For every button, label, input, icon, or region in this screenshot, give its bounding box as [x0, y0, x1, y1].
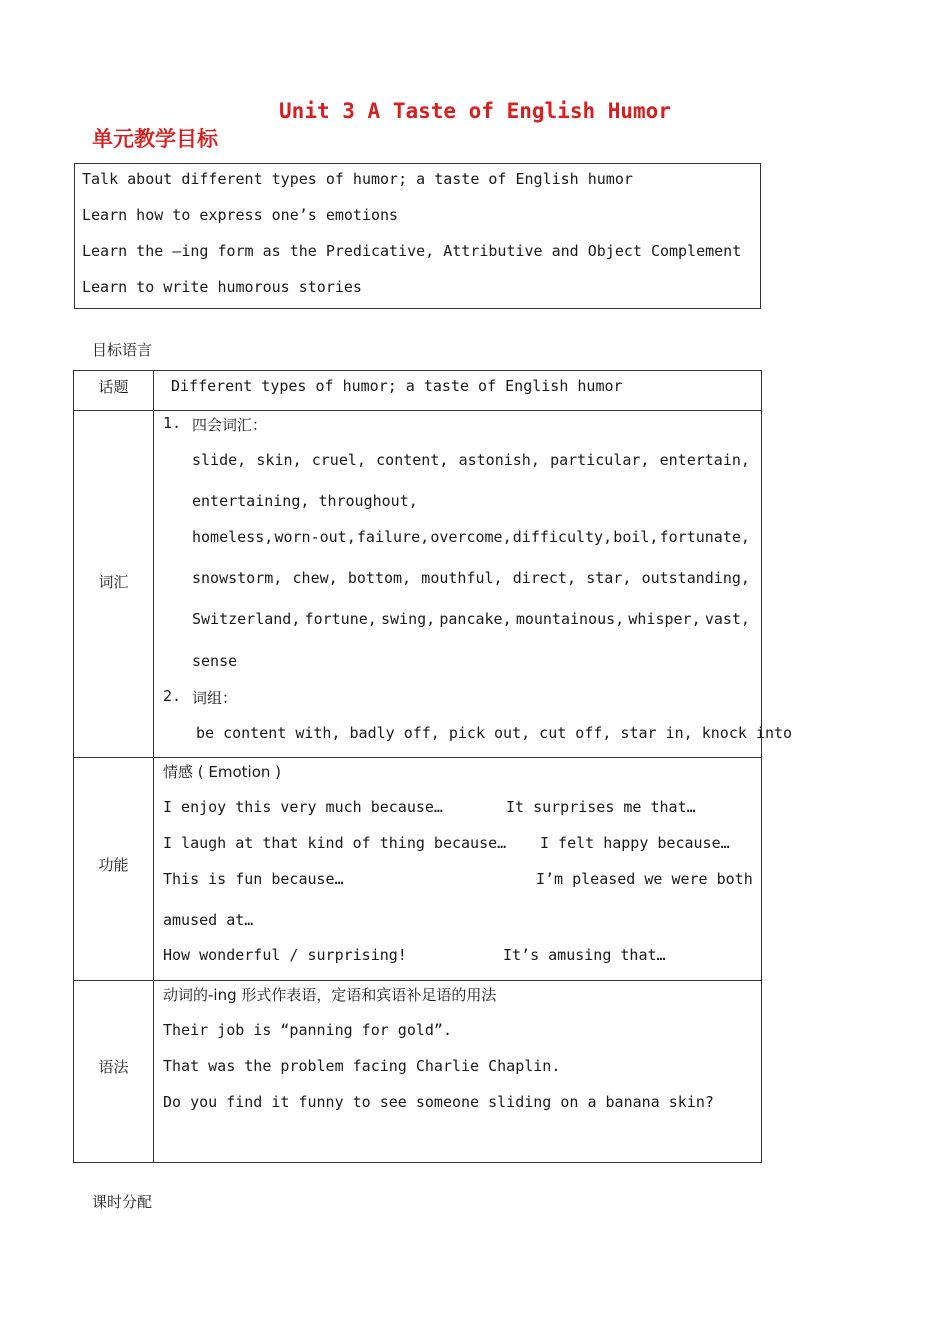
- vocab-word: mountainous,: [515, 610, 625, 628]
- vocab-word: overcome,: [430, 528, 512, 546]
- function-phrase: It’s amusing that…: [503, 946, 666, 964]
- topic-text: Different types of humor; a taste of English humor: [171, 377, 623, 395]
- vocab-word: cruel,: [311, 451, 366, 469]
- vocab-word: skin,: [256, 451, 302, 469]
- vocab-word-row: [192, 610, 750, 628]
- topic-label: 话题: [98, 378, 129, 396]
- function-label: 功能: [98, 856, 129, 874]
- row-divider: [74, 410, 761, 411]
- grammar-example: Their job is “panning for gold”.: [163, 1021, 452, 1039]
- vocab-word: failure,: [356, 528, 430, 546]
- objective-item: Learn the –ing form as the Predicative, Attributive and Object Complement: [82, 242, 742, 260]
- grammar-heading: 动词的-ing 形式作表语，定语和宾语补足语的用法: [163, 986, 497, 1004]
- vocab-word: swing,: [381, 610, 436, 628]
- function-heading: 情感 ( Emotion ): [163, 763, 282, 781]
- vocab-word: fortunate,: [659, 528, 750, 546]
- vocab-word: slide,: [192, 451, 247, 469]
- vocab-word: content,: [376, 451, 449, 469]
- page-title: Unit 3 A Taste of English Humor: [279, 99, 671, 123]
- vocab-word: entertaining,: [192, 492, 310, 510]
- vocab-word: boil,: [613, 528, 659, 546]
- vocab-word: mouthful,: [421, 569, 503, 587]
- function-phrase: How wonderful / surprising!: [163, 946, 407, 964]
- grammar-example: That was the problem facing Charlie Chaplin.: [163, 1057, 561, 1075]
- vocab-word: Switzerland,: [192, 610, 301, 628]
- objective-item: Talk about different types of humor; a taste of English humor: [82, 170, 633, 188]
- vocab-word: worn-out,: [274, 528, 356, 546]
- function-phrase: I felt happy because…: [540, 834, 730, 852]
- vocab-word: pancake,: [439, 610, 512, 628]
- vocab-item-heading: 四会词汇：: [192, 416, 268, 434]
- function-phrase: This is fun because…: [163, 870, 344, 888]
- vocab-word: throughout,: [318, 492, 418, 510]
- vocab-word: whisper,: [628, 610, 701, 628]
- function-phrase: It surprises me that…: [506, 798, 696, 816]
- function-phrase: amused at…: [163, 911, 254, 929]
- vocab-word: bottom,: [347, 569, 412, 587]
- vocab-word: outstanding,: [641, 569, 750, 587]
- vocabulary-label: 词汇: [98, 573, 129, 591]
- vocab-word: star,: [586, 569, 632, 587]
- vocab-word-row: [192, 528, 750, 546]
- vocab-word: particular,: [550, 451, 650, 469]
- function-phrase: I’m pleased we were both: [536, 870, 753, 888]
- target-language-table: [73, 370, 793, 1163]
- vocab-word: homeless,: [192, 528, 274, 546]
- vocab-word: vast,: [704, 610, 750, 628]
- function-phrase: I laugh at that kind of thing because…: [163, 834, 507, 852]
- column-divider: [153, 371, 154, 1162]
- vocab-word-row: [192, 569, 750, 587]
- row-divider: [74, 980, 761, 981]
- schedule-label: 课时分配: [92, 1193, 153, 1211]
- vocab-word: fortune,: [304, 610, 377, 628]
- objective-item: Learn to write humorous stories: [82, 278, 362, 296]
- vocab-item-number: 1.: [163, 414, 182, 432]
- vocab-item-heading: 词组：: [192, 689, 238, 707]
- vocab-word-row: [192, 451, 750, 469]
- grammar-label: 语法: [98, 1058, 129, 1076]
- vocab-word: chew,: [292, 569, 338, 587]
- section-heading-unit-goals: 单元教学目标: [92, 127, 218, 151]
- target-language-label: 目标语言: [92, 341, 153, 359]
- vocab-word: astonish,: [458, 451, 540, 469]
- vocab-item-number: 2.: [163, 687, 182, 705]
- objectives-box: [74, 163, 761, 309]
- function-phrase: I enjoy this very much because…: [163, 798, 443, 816]
- vocab-word: snowstorm,: [192, 569, 283, 587]
- row-divider: [74, 757, 761, 758]
- grammar-example: Do you find it funny to see someone sliding on a banana skin?: [163, 1093, 714, 1111]
- vocab-word: sense: [192, 652, 238, 670]
- vocab-word: direct,: [512, 569, 576, 587]
- vocab-phrases: be content with, badly off, pick out, cut off, star in, knock into: [196, 724, 793, 742]
- vocab-word-row: [192, 492, 418, 510]
- vocab-word: entertain,: [659, 451, 750, 469]
- objective-item: Learn how to express one’s emotions: [82, 206, 399, 224]
- vocab-word: difficulty,: [512, 528, 613, 546]
